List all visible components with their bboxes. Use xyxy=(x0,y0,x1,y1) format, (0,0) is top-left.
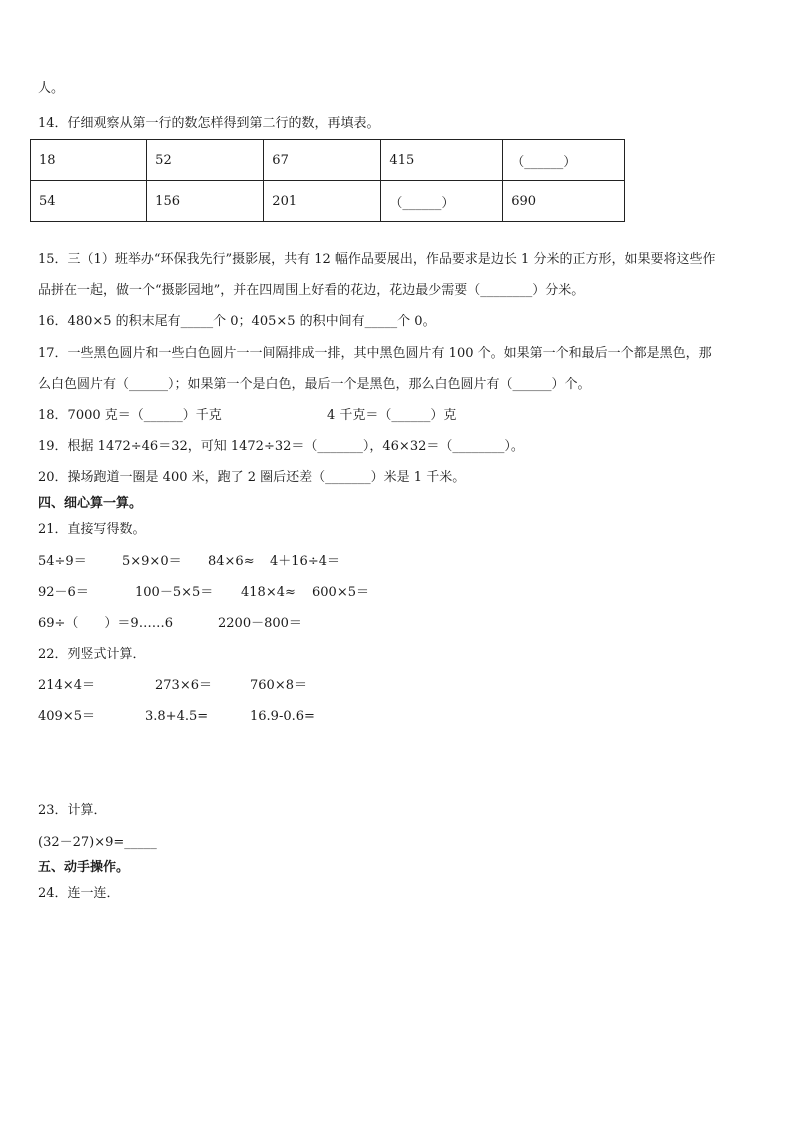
q23-text: 23．计算． xyxy=(38,803,107,818)
q13-tail-text: 人。 xyxy=(38,81,65,96)
calc-item: 760×8＝ xyxy=(250,678,307,693)
q16-text: 16．480×5 的积末尾有_____个 0；405×5 的积中间有_____个 0。 xyxy=(38,314,436,329)
q19-text: 19．根据 1472÷46＝32，可知 1472÷32＝（_______），46×32＝（________）。 xyxy=(38,439,524,454)
table-cell: 156 xyxy=(147,181,264,222)
table-cell: 52 xyxy=(147,140,264,181)
q15-text-line1: 15．三（1）班举办“环保我先行”摄影展，共有 12 幅作品要展出，作品要求是边长 1 分米的正方形，如果要将这些作 xyxy=(38,252,716,267)
q20-text: 20．操场跑道一圈是 400 米，跑了 2 圈后还差（_______）米是 1 千米。 xyxy=(38,470,466,485)
calc-item: 4＋16÷4＝ xyxy=(270,554,340,569)
q22-text: 22．列竖式计算． xyxy=(38,647,146,662)
calc-item: 600×5＝ xyxy=(312,585,369,600)
calc-item: 273×6＝ xyxy=(155,678,212,693)
q23-expression: (32－27)×9=_____ xyxy=(38,835,157,850)
calc-item: 54÷9＝ xyxy=(38,554,87,569)
calc-item: 2200－800＝ xyxy=(218,616,302,631)
calc-item: 409×5＝ xyxy=(38,709,95,724)
section-4-heading: 四、细心算一算。 xyxy=(38,496,143,511)
table-row xyxy=(31,181,625,222)
q21-text: 21．直接写得数。 xyxy=(38,522,146,537)
calc-item: 5×9×0＝ xyxy=(122,554,182,569)
table-row xyxy=(31,140,625,181)
q14-table xyxy=(30,139,625,222)
calc-item: 214×4＝ xyxy=(38,678,95,693)
table-cell: 67 xyxy=(264,140,381,181)
q24-text: 24．连一连． xyxy=(38,886,120,901)
q14-text: 14．仔细观察从第一行的数怎样得到第二行的数，再填表。 xyxy=(38,116,380,131)
calc-item: 3.8+4.5= xyxy=(145,709,209,724)
calc-item: 100－5×5＝ xyxy=(135,585,214,600)
q15-text-line2: 品拼在一起，做一个“摄影园地”，并在四周围上好看的花边，花边最少需要（________）分米。 xyxy=(38,283,585,298)
answer-blank-cell[interactable]: （______） xyxy=(503,140,625,181)
q17-text-line1: 17．一些黑色圆片和一些白色圆片一一间隔排成一排，其中黑色圆片有 100 个。如果第一个和最后一个都是黑色，那 xyxy=(38,346,712,361)
q18-text-left: 18．7000 克＝（______）千克 xyxy=(38,408,222,423)
calc-item: 92－6＝ xyxy=(38,585,89,600)
q18-text-right: 4 千克＝（______）克 xyxy=(327,408,457,423)
table-cell: 18 xyxy=(31,140,147,181)
table-cell: 690 xyxy=(503,181,625,222)
calc-item: 16.9-0.6= xyxy=(250,709,315,724)
table-cell: 201 xyxy=(264,181,381,222)
section-5-heading: 五、动手操作。 xyxy=(38,860,130,875)
calc-item: 69÷（ ）＝9……6 xyxy=(38,616,173,631)
answer-blank-cell[interactable]: （______） xyxy=(381,181,503,222)
calc-item: 84×6≈ xyxy=(208,554,255,569)
calc-item: 418×4≈ xyxy=(241,585,296,600)
table-cell: 415 xyxy=(381,140,503,181)
q17-text-line2: 么白色圆片有（______）；如果第一个是白色，最后一个是黑色，那么白色圆片有（______）个。 xyxy=(38,377,591,392)
table-cell: 54 xyxy=(31,181,147,222)
